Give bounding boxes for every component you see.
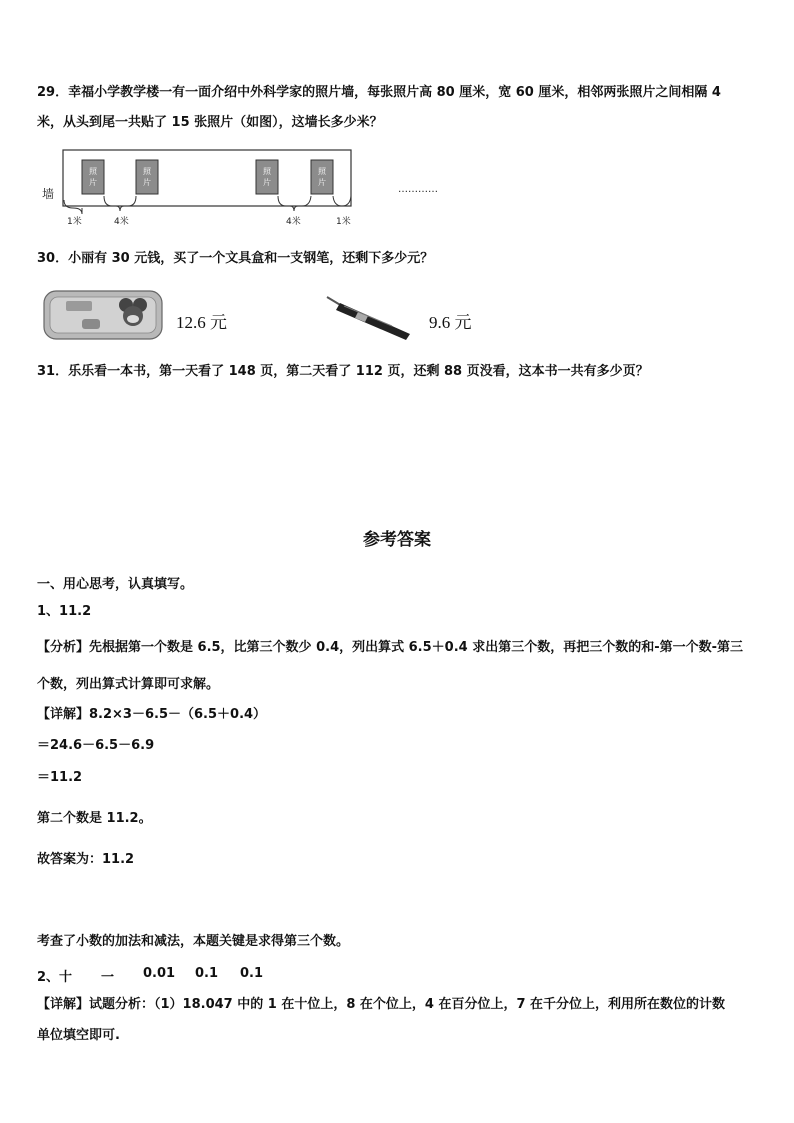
- photo-3: [256, 160, 278, 194]
- answer-1-detail-line3: ＝11.2: [37, 770, 83, 785]
- q29-text-line2: 米，从头到尾一共贴了 15 张照片（如图），这墙长多少米？: [37, 115, 383, 130]
- wall-outline: [63, 150, 351, 206]
- brace-1m-right: [333, 196, 351, 206]
- answer-2-item: 2、十: [37, 970, 73, 985]
- answer-2-detail-line1: 【详解】试题分析：（1）18.047 中的 1 在十位上，8 在个位上，4 在百分位上，7 在千分位上，利用所在数位的计数: [37, 997, 726, 1012]
- photo-4: [311, 160, 333, 194]
- answer-1-analysis-line1: 【分析】先根据第一个数是 6.5，比第三个数少 0.4，列出算式 6.5＋0.4 求出第三个数，再把三个数的和-第一个数-第三: [37, 640, 744, 655]
- answer-2-item: 0.1: [240, 966, 264, 981]
- answer-2-detail-line2: 单位填空即可.: [37, 1028, 120, 1043]
- wall-label: 墙: [42, 187, 55, 201]
- photo-label-bottom: 片: [318, 178, 326, 187]
- answer-1: 1、11.2: [37, 604, 92, 619]
- q30-text: 30．小丽有 30 元钱，买了一个文具盒和一支钢笔，还剩下多少元？: [37, 251, 434, 266]
- photo-label-bottom: 片: [263, 178, 271, 187]
- gap-4m-label-right: 4米: [286, 217, 301, 227]
- gap-1m-label-right: 1米: [336, 217, 351, 227]
- answer-2-item: 一: [101, 970, 115, 985]
- photo-2: [136, 160, 158, 194]
- q29-text-line1: 29．幸福小学教学楼一有一面介绍中外科学家的照片墙，每张照片高 80 厘米，宽 60 厘米，相邻两张照片之间相隔 4: [37, 85, 721, 100]
- photo-1: [82, 160, 104, 194]
- photo-label-top: 照: [263, 167, 271, 176]
- pencil-case-price: 12.6 元: [176, 313, 227, 332]
- answers-title: 参考答案: [363, 530, 431, 550]
- photo-wall-diagram: [38, 148, 458, 230]
- brace-1m-left: [64, 200, 82, 214]
- answer-2-item: 0.1: [195, 966, 219, 981]
- photo-label-top: 照: [89, 167, 97, 176]
- answer-2-row: [0, 966, 794, 984]
- answer-1-comment: 考查了小数的加法和减法，本题关键是求得第三个数。: [37, 934, 350, 949]
- photo-label-bottom: 片: [143, 178, 151, 187]
- gap-4m-label-left: 4米: [114, 217, 129, 227]
- pen-price: 9.6 元: [429, 313, 472, 332]
- q31-text: 31．乐乐看一本书，第一天看了 148 页，第二天看了 112 页，还剩 88 页没看，这本书一共有多少页？: [37, 364, 649, 379]
- pencil-case-image: [42, 285, 164, 345]
- continuation-dots: …………: [398, 184, 438, 195]
- answer-1-detail-line2: ＝24.6－6.5－6.9: [37, 738, 155, 753]
- section1-heading: 一、用心思考，认真填写。: [37, 577, 194, 592]
- brace-4m-left: [104, 196, 136, 211]
- gap-1m-label-left: 1米: [67, 217, 82, 227]
- photo-label-bottom: 片: [89, 178, 97, 187]
- answer-1-detail-line1: 【详解】8.2×3－6.5－（6.5＋0.4）: [37, 707, 267, 722]
- photo-label-top: 照: [318, 167, 326, 176]
- photo-label-top: 照: [143, 167, 151, 176]
- pen-image: [322, 292, 417, 342]
- answer-1-final: 故答案为：11.2: [37, 852, 135, 867]
- answer-2-item: 0.01: [143, 966, 176, 981]
- brace-4m-right: [278, 196, 311, 211]
- answer-1-analysis-line2: 个数，列出算式计算即可求解。: [37, 677, 220, 692]
- answer-1-result: 第二个数是 11.2。: [37, 811, 152, 826]
